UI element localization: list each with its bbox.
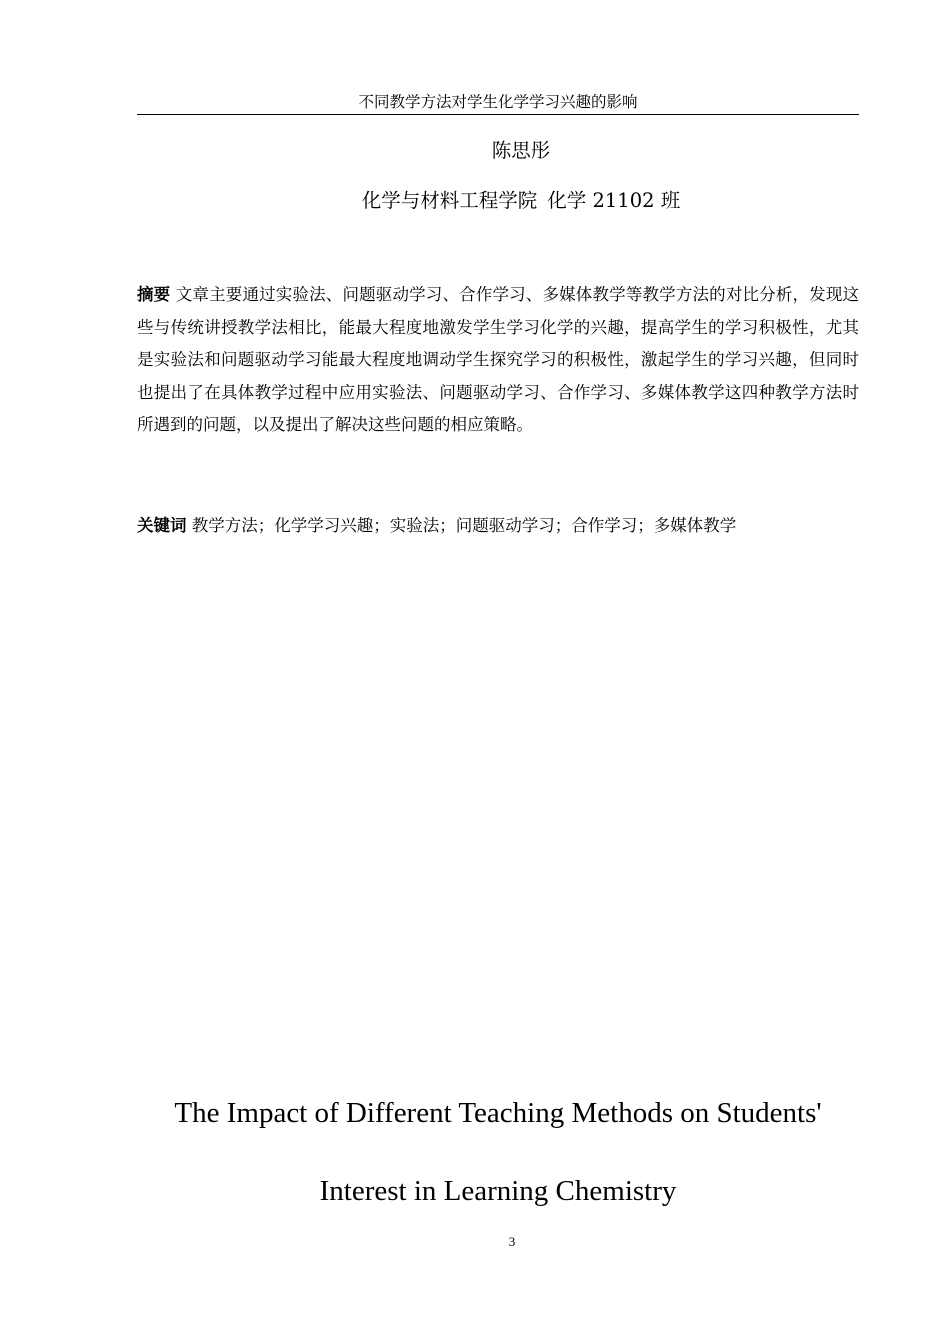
english-title-line-2: Interest in Learning Chemistry [319,1175,677,1207]
running-header-title: 不同教学方法对学生化学学习兴趣的影响 [358,93,638,111]
header-rule [137,114,859,115]
abstract-paragraph [137,279,859,442]
keywords-label: 关键词 [137,516,187,535]
affiliation-school: 化学与材料工程学院 [361,189,538,212]
keywords-line [137,510,859,543]
english-title-line-1: The Impact of Different Teaching Methods on Students' [174,1097,822,1129]
abstract-label: 摘要 [137,285,171,304]
keywords-text: 教学方法；化学学习兴趣；实验法；问题驱动学习；合作学习；多媒体教学 [191,516,737,535]
author-affiliation [137,188,905,214]
author-name: 陈思彤 [491,139,551,162]
abstract-text: 文章主要通过实验法、问题驱动学习、合作学习、多媒体教学等教学方法的对比分析，发现这些与传统讲授教学法相比，能最大程度地激发学生学习化学的兴趣，提高学生的学习积极性，尤其是实验法和问题驱动学习能最大程度地调动学生探究学习的积极性，激起学生的学习兴趣，但同时也提出了在具体教学过程中应用实验法、问题驱动学习、合作学习、多媒体教学这四种教学方法时所遇到的问题，以及提出了解决这些问题的相应策略。 [137,285,860,434]
english-title [137,1074,859,1230]
affiliation-class: 化学 21102 班 [547,189,681,212]
page-number: 3 [508,1234,516,1249]
